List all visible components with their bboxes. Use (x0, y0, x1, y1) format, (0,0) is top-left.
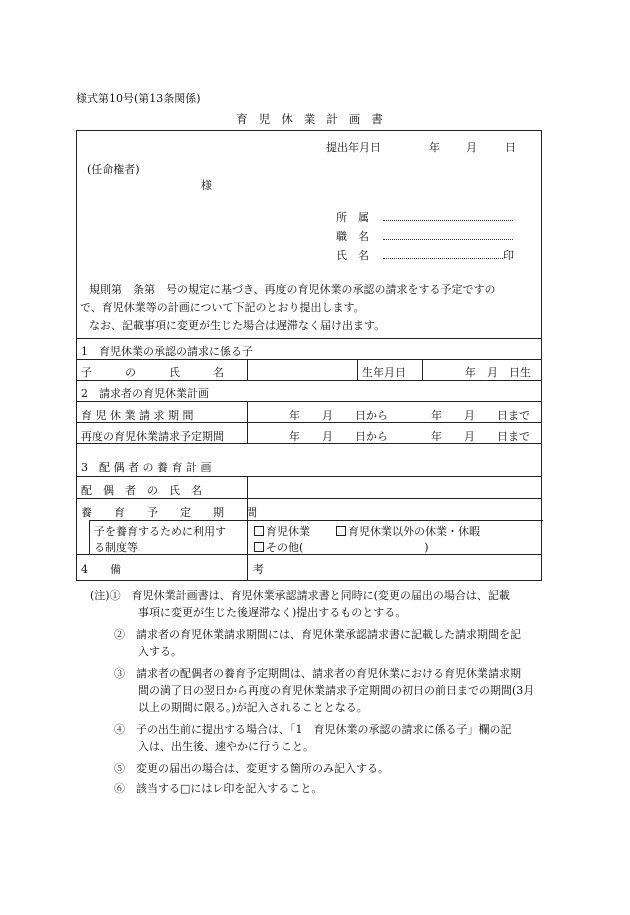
note-4: ④ 子の出生前に提出する場合は、「1 育児休業の承認の請求に係る子」欄の記 (114, 723, 512, 736)
system-label-1: 子を養育するために利用す (94, 525, 226, 538)
reperiod-from[interactable]: 年 月 日から (289, 430, 388, 443)
section-3-heading: 3 配 偶 者 の 養 育 計 画 (81, 461, 212, 474)
system-label-2: る制度等 (94, 541, 138, 554)
option-other-leave[interactable] (336, 523, 480, 539)
date-day: 日 (505, 141, 516, 154)
body-line-2: で、育児休業等の計画について下記のとおり提出します。 (80, 301, 365, 314)
name-field[interactable] (383, 258, 503, 259)
spouse-name-label: 配 偶 者 の 氏 名 (81, 484, 202, 497)
note-2-cont: 入する。 (138, 645, 182, 658)
note-1: (注)① 育児休業計画書は、育児休業承認請求書と同時に(変更の届出の場合は、記載 (90, 589, 510, 602)
checkbox-icon[interactable] (336, 526, 346, 536)
note-3-cont: 間の満了日の翌日から再度の育児休業請求予定期間の初日の前日までの期間(3月 (138, 684, 535, 697)
option-label: その他( ) (266, 541, 429, 554)
body-line-1: 規則第 条第 号の規定に基づき、再度の育児休業の承認の請求をする予定ですの (89, 283, 496, 296)
checkbox-icon[interactable] (254, 542, 264, 552)
dob-label: 生年月日 (362, 366, 406, 379)
period-to[interactable]: 年 月 日まで (431, 409, 530, 422)
form-number: 様式第10号(第13条関係) (76, 92, 201, 105)
date-year: 年 (429, 141, 440, 154)
note-3-cont-2: 以上の期間に限る。)が記入されることとなる。 (138, 701, 368, 714)
period-label: 育 児 休 業 請 求 期 間 (81, 409, 194, 422)
reperiod-label: 再度の育児休業請求予定期間 (81, 430, 224, 443)
note-6: ⑥ 該当する□にはレ印を記入すること。 (114, 782, 323, 795)
affiliation-field[interactable] (383, 220, 513, 221)
care-period-field[interactable] (248, 499, 538, 519)
note-1-cont: 事項に変更が生じた後遅滞なく)提出するものとする。 (138, 606, 407, 619)
note-5: ⑤ 変更の届出の場合は、変更する箇所のみ記入する。 (114, 762, 389, 775)
reperiod-to[interactable]: 年 月 日まで (431, 430, 530, 443)
option-childcare-leave[interactable] (254, 523, 310, 539)
position-field[interactable] (383, 239, 513, 240)
remarks-field[interactable] (248, 555, 538, 580)
care-period-label: 養 育 予 定 期 間 (81, 506, 257, 519)
option-label: 育児休業以外の休業・休暇 (348, 525, 480, 538)
note-2: ② 請求者の育児休業請求期間には、育児休業承認請求書に記載した請求期間を記 (114, 628, 521, 641)
note-3: ③ 請求者の配偶者の養育予定期間は、請求者の育児休業における育児休業請求期 (114, 667, 521, 680)
option-label: 育児休業 (266, 525, 310, 538)
seal-mark: 印 (503, 249, 514, 262)
note-4-cont: 入は、出生後、速やかに行うこと。 (138, 740, 314, 753)
body-line-3: なお、記載事項に変更が生じた場合は遅滞なく届け出ます。 (89, 319, 386, 332)
child-name-field[interactable] (248, 360, 356, 379)
dob-value: 年 月 日生 (465, 366, 531, 379)
remarks-label: 4 備 考 (81, 563, 264, 576)
section-2-heading: 2 請求者の育児休業計画 (81, 387, 209, 400)
child-name-label: 子 の 氏 名 (81, 366, 224, 379)
appointer-label: (任命権者) (87, 163, 140, 176)
period-from[interactable]: 年 月 日から (289, 409, 388, 422)
affiliation-label: 所 属 (336, 211, 369, 224)
sama-label: 様 (201, 179, 212, 192)
page-title: 育児休業計画書 (236, 112, 394, 126)
date-label: 提出年月日 (326, 141, 381, 154)
form-box (76, 130, 542, 581)
section-1-heading: 1 育児休業の承認の請求に係る子 (81, 345, 253, 358)
checkbox-icon[interactable] (254, 526, 264, 536)
position-label: 職 名 (336, 230, 369, 243)
option-other[interactable] (254, 539, 429, 555)
name-label: 氏 名 (336, 249, 369, 262)
date-month: 月 (466, 141, 477, 154)
spouse-name-field[interactable] (248, 477, 538, 497)
